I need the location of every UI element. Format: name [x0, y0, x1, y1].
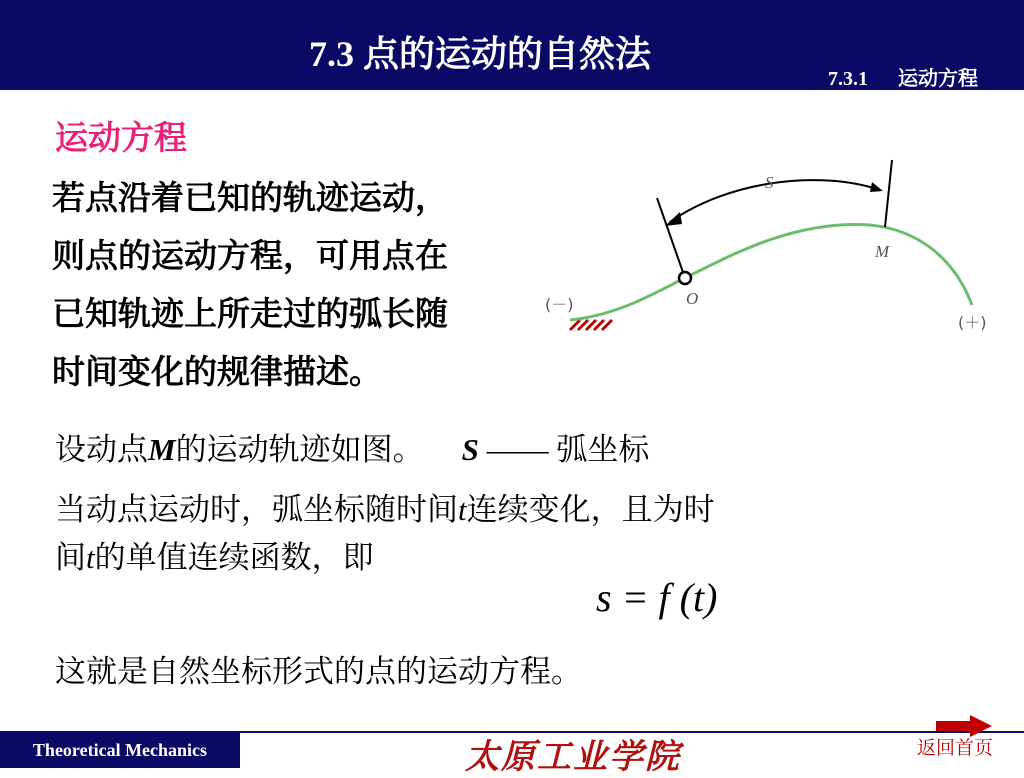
label-s: S	[765, 173, 774, 192]
section-subtitle	[828, 62, 978, 91]
time-symbol: t	[86, 540, 95, 575]
section-number: 7.3.1	[828, 68, 868, 90]
text-fragment: 设动点	[55, 432, 148, 467]
intro-line: 已知轨迹上所走过的弧长随	[52, 297, 448, 333]
home-link[interactable]: 返回首页	[917, 738, 994, 759]
trajectory-diagram	[540, 150, 1020, 350]
arrow-tail	[870, 182, 883, 192]
arc-coordinate-line	[55, 430, 649, 470]
intro-line: 则点的运动方程，可用点在	[52, 239, 448, 275]
arrow-head	[665, 212, 682, 226]
intro-line: 时间变化的规律描述。	[52, 355, 382, 391]
continuity-line-1	[55, 490, 715, 530]
conclusion-line: 这就是自然坐标形式的点的运动方程。	[55, 654, 582, 689]
trajectory-curve	[570, 224, 972, 320]
text-fragment: 当动点运动时，弧坐标随时间	[55, 492, 458, 527]
slide-title: 7.3 点的运动的自然法	[308, 34, 651, 74]
section-name: 运动方程	[898, 68, 978, 90]
intro-paragraph	[52, 170, 552, 402]
ground-hatch	[570, 320, 612, 330]
origin-point	[679, 272, 691, 284]
origin-tick	[657, 198, 685, 278]
motion-equation: s = f (t)	[596, 575, 718, 620]
text-fragment: 的单值连续函数，即	[94, 540, 374, 575]
section-heading: 运动方程	[55, 121, 187, 157]
text-fragment: 弧坐标	[556, 432, 650, 467]
time-symbol: t	[458, 492, 467, 527]
header-bar	[0, 0, 1024, 90]
course-name: Theoretical Mechanics	[0, 733, 242, 768]
label-m: M	[875, 242, 890, 261]
institution-logo: 太原工业学院	[465, 737, 681, 777]
intro-line: 若点沿着已知的轨迹运动，	[52, 181, 448, 217]
continuity-line-2	[55, 538, 374, 578]
arc-symbol: S	[461, 432, 479, 467]
dash: ——	[486, 432, 549, 467]
arc-arrow	[670, 180, 880, 222]
label-negative: (－)	[545, 295, 574, 314]
text-fragment: 间	[55, 540, 86, 575]
text-fragment: 的运动轨迹如图。	[175, 432, 424, 467]
point-symbol: M	[148, 432, 176, 467]
text-fragment: 连续变化，且为时	[466, 492, 715, 527]
m-tick	[885, 160, 892, 227]
label-o: O	[686, 289, 699, 308]
label-positive: (＋)	[958, 313, 987, 332]
